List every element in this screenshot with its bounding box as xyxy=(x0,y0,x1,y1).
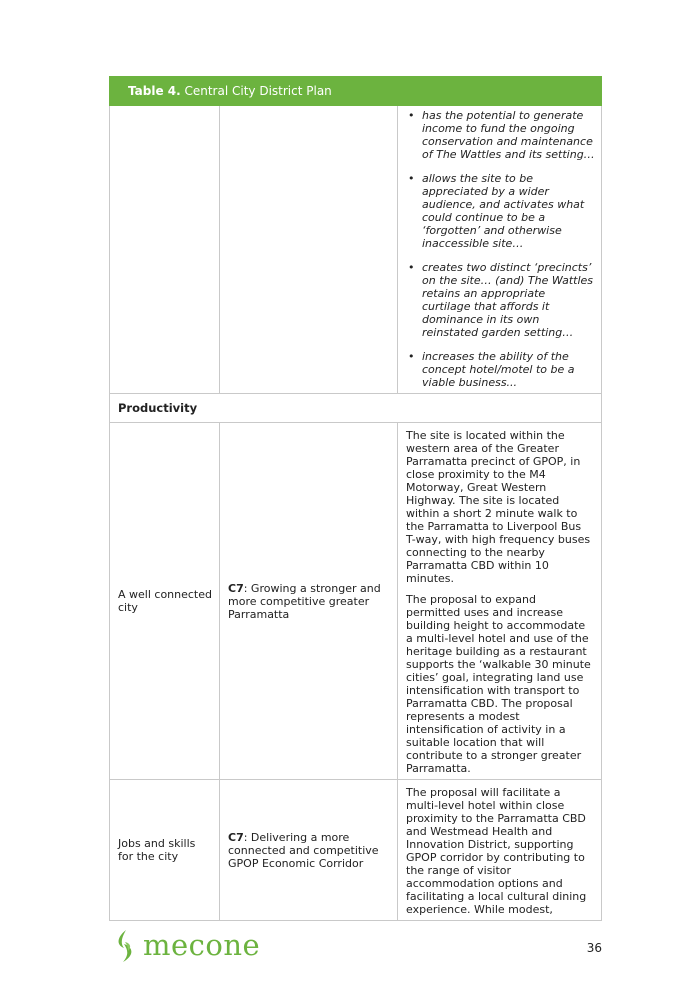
table-row xyxy=(110,780,602,921)
table-row xyxy=(110,106,602,394)
comment-paragraph: The proposal to expand permitted uses and increase building height to accommodate a multi-level hotel and use of the heritage building as a restaurant supports the ‘walkable 30 minute cities’ goal, integrating land use intensification with transport to Parramatta CBD. The proposal represents a modest intensification of activity in a suitable location that will contribute to a stronger greater Parramatta. xyxy=(406,593,591,775)
action-text: : Growing a stronger and more competitive greater Parramatta xyxy=(228,581,381,621)
table-header-row xyxy=(110,77,602,106)
page-number: 36 xyxy=(586,941,602,955)
list-item: • increases the ability of the concept hotel/motel to be a viable business... xyxy=(406,350,595,389)
action-text: : Delivering a more connected and competitive GPOP Economic Corridor xyxy=(228,830,379,870)
action-code: C7 xyxy=(228,830,244,844)
continued-bullet-list xyxy=(398,106,601,393)
action-cell xyxy=(220,780,398,921)
action-cell xyxy=(220,423,398,780)
table-caption-title: Central City District Plan xyxy=(180,83,332,98)
table-row xyxy=(110,423,602,780)
comment-cell xyxy=(398,780,602,921)
priority-cell: Jobs and skills for the city xyxy=(110,780,220,921)
central-city-district-plan-table xyxy=(109,76,602,921)
comment-cell xyxy=(398,106,602,394)
priority-cell: A well connected city xyxy=(110,423,220,780)
table-caption-number: Table 4. xyxy=(128,83,181,98)
comment-paragraph: The proposal will facilitate a multi-level hotel within close proximity to the Parramatta CBD and Westmead Health and Innovation District, supporting GPOP corridor by contributing to the range of visitor accommodation options and facilitating a local cultural dining experience. While modest, xyxy=(406,786,587,916)
list-item: • allows the site to be appreciated by a wider audience, and activates what could continue to be a ‘forgotten’ and otherwise inaccessible site… xyxy=(406,172,595,250)
section-title: Productivity xyxy=(110,394,602,423)
list-item: • has the potential to generate income to fund the ongoing conservation and maintenance of The Wattles and its setting… xyxy=(406,109,595,161)
action-cell-empty xyxy=(220,106,398,394)
leaf-icon xyxy=(113,929,137,963)
company-logo xyxy=(113,928,261,964)
action-code: C7 xyxy=(228,581,244,595)
table-caption xyxy=(110,77,602,106)
logo-wordmark: mecone xyxy=(143,928,261,962)
list-item: • creates two distinct ‘precincts’ on the site… (and) The Wattles retains an appropriate curtilage that affords it dominance in its own reinstated garden setting… xyxy=(406,261,595,339)
comment-cell xyxy=(398,423,602,780)
section-row xyxy=(110,394,602,423)
comment-paragraph: The site is located within the western area of the Greater Parramatta precinct of GPOP, in close proximity to the M4 Motorway, Great Western Highway. The site is located within a short 2 minute walk to the Parramatta to Liverpool Bus T-way, with high frequency buses connecting to the nearby Parramatta CBD within 10 minutes. xyxy=(406,429,591,585)
priority-cell-empty xyxy=(110,106,220,394)
